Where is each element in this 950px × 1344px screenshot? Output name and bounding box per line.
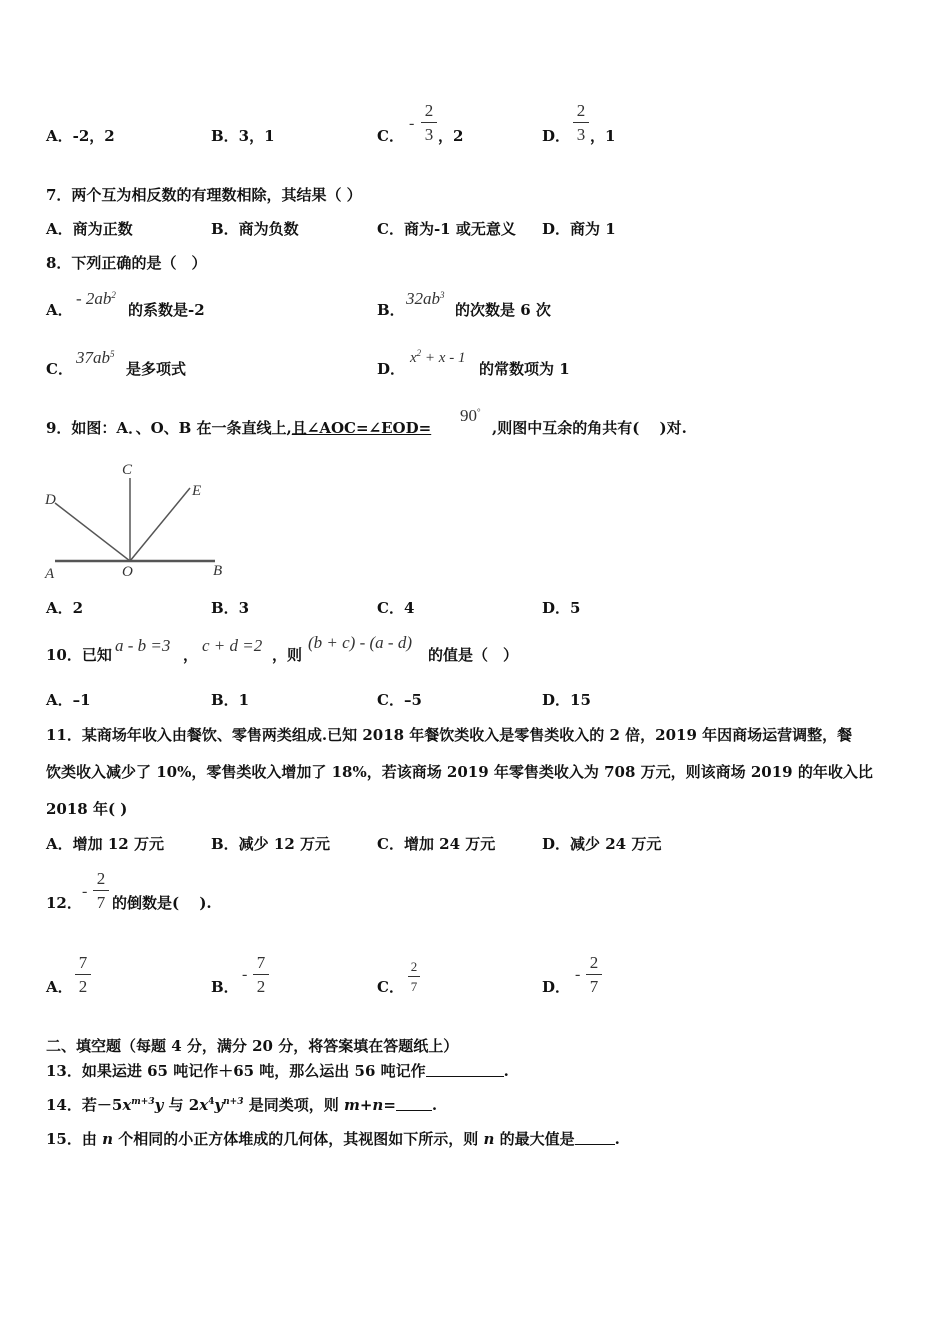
- q12-option-c-numerator: 2: [410, 959, 418, 974]
- q15-mid: 个相同的小正方体堆成的几何体，其视图如下所示，则: [113, 1130, 484, 1148]
- q9-option-b: B．3: [211, 599, 250, 617]
- label-d: D: [45, 492, 56, 508]
- q12-option-d-label: D．: [542, 978, 571, 996]
- ray-od: [55, 503, 130, 561]
- q8-option-c-term: 37ab: [76, 348, 110, 367]
- q15-n1: n: [102, 1130, 114, 1148]
- q8-option-b-expression: [406, 290, 445, 307]
- q12-tail: 的倒数是( ).: [112, 894, 212, 912]
- q9-stem-mid: 且∠AOC=∠EOD=: [291, 419, 432, 437]
- q10-then: ，则: [272, 646, 303, 664]
- q7-option-a: A．商为正数: [46, 220, 133, 238]
- q14-x1: x: [122, 1096, 132, 1114]
- q12-minus: -: [82, 883, 88, 900]
- q14-post: 是同类项，则: [243, 1096, 344, 1114]
- q14-mid: 与 2: [163, 1096, 200, 1114]
- q8-option-c-exponent: 5: [110, 349, 115, 359]
- q15-answer-blank: [575, 1132, 615, 1145]
- q7-option-d: D．商为 1: [542, 220, 616, 238]
- q8-option-d-exponent: 2: [416, 348, 422, 358]
- ray-oe: [130, 488, 190, 561]
- q8-option-d-label: D．: [377, 360, 406, 378]
- q9-angle-number: 90: [460, 406, 477, 425]
- q12-option-a-denominator: 2: [78, 977, 88, 996]
- q12-number: 12．: [46, 894, 82, 912]
- q6-option-c-fraction: [421, 102, 437, 143]
- q9-stem-pre: 9．如图：A．、O、B 在一条直线上,: [46, 419, 292, 437]
- q6-option-d-label: D．: [542, 127, 571, 145]
- q11-option-d: D．减少 24 万元: [542, 835, 662, 853]
- q8-option-d-text: 的常数项为 1: [479, 360, 570, 378]
- label-b: B: [213, 563, 223, 579]
- q6-option-c-minus: -: [409, 115, 415, 132]
- q8-option-a-expression: [76, 290, 116, 307]
- q14: [46, 1098, 437, 1113]
- fraction-bar: [573, 122, 589, 123]
- q10-expr-3: (b + c) - (a - d): [308, 633, 412, 652]
- q8-option-d-rest: + x - 1: [421, 350, 466, 366]
- q12-denominator: 7: [96, 893, 106, 912]
- section-heading: 二、填空题（每题 4 分，满分 20 分，将答案填在答题纸上）: [46, 1037, 459, 1055]
- q14-expr: m+n: [343, 1096, 384, 1114]
- q8-option-b-label: B．: [377, 301, 405, 319]
- fraction-bar: [93, 890, 109, 891]
- q14-answer-blank: [396, 1098, 432, 1111]
- q14-exp-2: 4: [208, 1097, 215, 1107]
- q8-option-a-text: 的系数是-2: [128, 301, 205, 319]
- q12-option-c-fraction: [408, 960, 420, 993]
- q11-line-1: 11．某商场年收入由餐饮、零售两类组成.已知 2018 年餐饮类收入是零售类收入的 2 倍，2019 年因商场运营调整，餐: [46, 726, 853, 744]
- q12-fraction: [93, 870, 109, 911]
- q12-option-a-fraction: [75, 954, 91, 995]
- q14-exp-1: m+3: [131, 1097, 155, 1107]
- q8-option-a-term: - 2ab: [76, 289, 112, 308]
- q15-end: .: [614, 1130, 620, 1148]
- label-a: A: [45, 566, 55, 582]
- q9-option-a: A．2: [46, 599, 84, 617]
- q14-eq: =: [383, 1096, 396, 1114]
- label-e: E: [192, 483, 202, 499]
- q15-n2: n: [483, 1130, 495, 1148]
- q9-option-d: D．5: [542, 599, 581, 617]
- q10-option-a: A．–1: [46, 691, 91, 709]
- q11-line-3: 2018 年( ): [46, 800, 128, 818]
- q9-stem-post: ,则图中互余的角共有( )对.: [492, 419, 687, 437]
- q14-exp-3: n+3: [223, 1097, 244, 1107]
- q12-option-c-label: C．: [377, 978, 404, 996]
- q9-stem: [46, 421, 431, 436]
- q12-option-b-label: B．: [211, 978, 239, 996]
- q7-stem: 7．两个互为相反数的有理数相除，其结果（ ）: [46, 186, 362, 204]
- q6-option-c-tail: ，2: [438, 127, 464, 145]
- q8-option-d-x: x: [410, 350, 417, 366]
- label-o: O: [122, 564, 133, 580]
- q10-stem: 10．已知: [46, 646, 112, 664]
- q12-option-a-label: A．: [46, 978, 73, 996]
- q9-figure: [40, 458, 230, 583]
- q14-pre: 14．若－5: [46, 1096, 123, 1114]
- q12-option-b-denominator: 2: [256, 977, 266, 996]
- q13: [46, 1064, 509, 1079]
- q11-option-a: A．增加 12 万元: [46, 835, 164, 853]
- q6-option-d-numerator: 2: [576, 101, 586, 120]
- q6-option-a: A．-2，2: [46, 127, 115, 145]
- q8-option-b-exponent: 3: [440, 290, 445, 300]
- q10-expr-2: c + d =2: [202, 636, 263, 655]
- q9-option-c: C．4: [377, 599, 415, 617]
- q15-pre: 15．由: [46, 1130, 103, 1148]
- q14-y2: y: [214, 1096, 224, 1114]
- q11-option-b: B．减少 12 万元: [211, 835, 330, 853]
- q7-option-b: B．商为负数: [211, 220, 299, 238]
- q12-option-b-fraction: [253, 954, 269, 995]
- q6-option-d-denominator: 3: [576, 125, 586, 144]
- q14-y1: y: [154, 1096, 164, 1114]
- q8-option-a-exponent: 2: [111, 290, 116, 300]
- q12-option-c-denominator: 7: [410, 979, 418, 994]
- q6-option-d-tail: ，1: [590, 127, 616, 145]
- q10-separator: ，: [183, 646, 199, 664]
- q10-tail: 的值是（ ）: [428, 646, 519, 664]
- q6-option-c-denominator: 3: [424, 125, 434, 144]
- q8-stem: 8．下列正确的是（ ）: [46, 254, 207, 272]
- q9-angle-degree: °: [477, 407, 481, 417]
- q6-option-c-label: C．: [377, 127, 404, 145]
- q11-option-c: C．增加 24 万元: [377, 835, 496, 853]
- q13-stem: 13．如果运进 65 吨记作＋65 吨，那么运出 56 吨记作: [46, 1062, 426, 1080]
- q15-post: 的最大值是: [494, 1130, 575, 1148]
- fraction-bar: [75, 974, 91, 975]
- q6-option-b: B．3，1: [211, 127, 275, 145]
- q10-expr-1: a - b =3: [115, 636, 171, 655]
- q8-option-b-text: 的次数是 6 次: [455, 301, 551, 319]
- q8-option-c-text: 是多项式: [126, 360, 187, 378]
- q8-option-c-expression: [76, 349, 115, 366]
- q6-option-c-numerator: 2: [424, 101, 434, 120]
- q14-end: .: [431, 1096, 438, 1114]
- q10-option-c: C．–5: [377, 691, 422, 709]
- q8-option-a-label: A．: [46, 301, 73, 319]
- q13-end: .: [503, 1062, 509, 1080]
- q12-option-d-fraction: [586, 954, 602, 995]
- label-c: C: [122, 462, 133, 478]
- q8-option-c-label: C．: [46, 360, 73, 378]
- q10-option-b: B．1: [211, 691, 250, 709]
- fraction-bar: [421, 122, 437, 123]
- q12-option-b-minus: -: [242, 966, 248, 983]
- fraction-bar: [408, 976, 420, 977]
- q14-x2: x: [199, 1096, 209, 1114]
- q15: [46, 1132, 620, 1147]
- q13-answer-blank: [426, 1064, 504, 1077]
- q11-line-2: 饮类收入减少了 10%，零售类收入增加了 18%，若该商场 2019 年零售类收入为 708 万元，则该商场 2019 的年收入比: [46, 763, 873, 781]
- q12-numerator: 2: [96, 869, 106, 888]
- fraction-bar: [253, 974, 269, 975]
- q12-option-d-minus: -: [575, 966, 581, 983]
- q7-option-c: C．商为-1 或无意义: [377, 220, 516, 238]
- q12-option-b-numerator: 7: [256, 953, 266, 972]
- q8-option-d-expression: [410, 349, 465, 366]
- q12-option-a-numerator: 7: [78, 953, 88, 972]
- fraction-bar: [586, 974, 602, 975]
- q12-option-d-denominator: 7: [589, 977, 599, 996]
- q8-option-b-term: 32ab: [406, 289, 440, 308]
- q10-option-d: D．15: [542, 691, 591, 709]
- q12-option-d-numerator: 2: [589, 953, 599, 972]
- q9-angle-value: [460, 407, 481, 424]
- q6-option-d-fraction: [573, 102, 589, 143]
